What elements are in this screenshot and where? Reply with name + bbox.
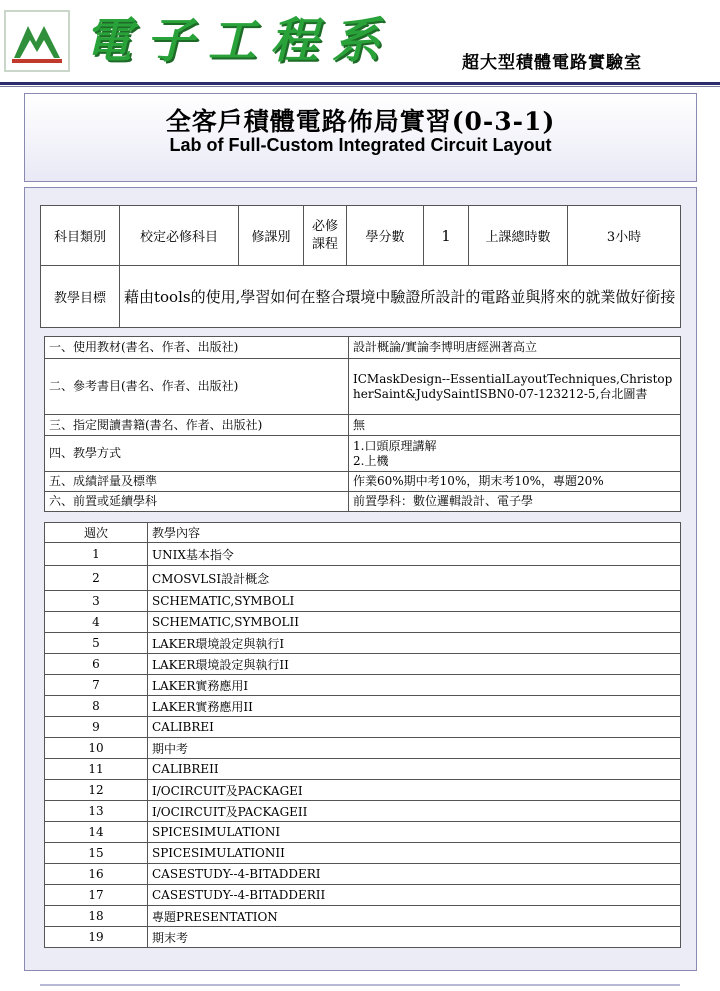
week-content: UNIX基本指令 — [148, 543, 681, 566]
schedule-row — [45, 759, 681, 780]
category-label: 科目類別 — [41, 206, 120, 266]
week-content: 期末考 — [148, 927, 681, 948]
schedule-row — [45, 612, 681, 633]
course-title: 全客戶積體電路佈局實習(0-3-1) — [165, 107, 556, 136]
school-logo — [4, 10, 70, 72]
credit-label: 學分數 — [347, 206, 424, 266]
week-number: 17 — [45, 885, 148, 906]
detail-row — [45, 492, 681, 512]
goal-value: 藉由tools的使用,學習如何在整合環境中驗證所設計的電路並與將來的就業做好銜接 — [120, 266, 681, 328]
week-number: 18 — [45, 906, 148, 927]
week-content: CALIBREI — [148, 717, 681, 738]
week-content: CMOSVLSI設計概念 — [148, 566, 681, 591]
schedule-row — [45, 717, 681, 738]
week-number: 15 — [45, 843, 148, 864]
content-column-header: 教學內容 — [148, 523, 681, 543]
type-value: 必修課程 — [304, 206, 347, 266]
week-content: 期中考 — [148, 738, 681, 759]
type-label: 修課別 — [239, 206, 304, 266]
category-value: 校定必修科目 — [120, 206, 239, 266]
detail-label: 三、指定閱讀書籍(書名、作者、出版社) — [45, 415, 349, 436]
week-content: I/OCIRCUIT及PACKAGEI — [148, 780, 681, 801]
week-number: 19 — [45, 927, 148, 948]
schedule-row — [45, 780, 681, 801]
week-content: 專題PRESENTATION — [148, 906, 681, 927]
course-details-table — [44, 336, 681, 512]
footer-rule — [40, 984, 680, 986]
schedule-row — [45, 543, 681, 566]
week-content: CASESTUDY--4-BITADDERII — [148, 885, 681, 906]
detail-value-multiline — [349, 436, 681, 472]
detail-row — [45, 472, 681, 492]
detail-value: 前置學科：數位邏輯設計、電子學 — [349, 492, 681, 512]
week-number: 6 — [45, 654, 148, 675]
hours-label: 上課總時數 — [469, 206, 568, 266]
detail-row — [45, 337, 681, 359]
logo-icon — [6, 12, 68, 70]
week-number: 5 — [45, 633, 148, 654]
week-content: CASESTUDY--4-BITADDERI — [148, 864, 681, 885]
schedule-row — [45, 696, 681, 717]
week-number: 16 — [45, 864, 148, 885]
header-rule — [0, 82, 720, 85]
week-content: LAKER實務應用II — [148, 696, 681, 717]
detail-label: 二、參考書目(書名、作者、出版社) — [45, 359, 349, 415]
week-number: 8 — [45, 696, 148, 717]
schedule-row — [45, 675, 681, 696]
detail-row — [45, 436, 681, 472]
schedule-row — [45, 654, 681, 675]
credit-value: 1 — [424, 206, 469, 266]
schedule-row — [45, 738, 681, 759]
week-content: LAKER環境設定與執行I — [148, 633, 681, 654]
week-number: 1 — [45, 543, 148, 566]
goal-label: 教學目標 — [41, 266, 120, 328]
week-number: 2 — [45, 566, 148, 591]
week-content: LAKER環境設定與執行II — [148, 654, 681, 675]
schedule-row — [45, 843, 681, 864]
schedule-row — [45, 566, 681, 591]
page-header — [0, 0, 720, 84]
detail-row — [45, 359, 681, 415]
week-number: 4 — [45, 612, 148, 633]
schedule-header-row — [45, 523, 681, 543]
course-subtitle: Lab of Full-Custom Integrated Circuit Layout — [169, 135, 552, 155]
schedule-row — [45, 885, 681, 906]
schedule-row — [45, 591, 681, 612]
week-number: 3 — [45, 591, 148, 612]
detail-label: 五、成績評量及標準 — [45, 472, 349, 492]
course-info-table — [40, 205, 681, 328]
detail-row — [45, 415, 681, 436]
schedule-row — [45, 927, 681, 948]
weekly-schedule-table — [44, 522, 681, 948]
detail-label: 六、前置或延續學科 — [45, 492, 349, 512]
week-content: I/OCIRCUIT及PACKAGEII — [148, 801, 681, 822]
detail-value: 無 — [349, 415, 681, 436]
department-name: 電子工程系 — [84, 13, 395, 69]
schedule-row — [45, 822, 681, 843]
week-content: SCHEMATIC,SYMBOLI — [148, 591, 681, 612]
week-number: 10 — [45, 738, 148, 759]
week-number: 9 — [45, 717, 148, 738]
week-number: 13 — [45, 801, 148, 822]
teaching-method-1: 1.口頭原理講解 — [353, 438, 437, 453]
schedule-row — [45, 864, 681, 885]
week-column-header: 週次 — [45, 523, 148, 543]
hours-value: 3小時 — [568, 206, 681, 266]
schedule-row — [45, 906, 681, 927]
week-content: SCHEMATIC,SYMBOLII — [148, 612, 681, 633]
week-number: 14 — [45, 822, 148, 843]
week-number: 12 — [45, 780, 148, 801]
detail-label: 四、教學方式 — [45, 436, 349, 472]
teaching-method-2: 2.上機 — [353, 453, 389, 468]
schedule-row — [45, 633, 681, 654]
week-content: LAKER實務應用I — [148, 675, 681, 696]
week-number: 7 — [45, 675, 148, 696]
course-title-panel — [24, 93, 697, 182]
week-content: CALIBREII — [148, 759, 681, 780]
detail-value: 作業60%期中考10%，期末考10%，專題20% — [349, 472, 681, 492]
header-rule-thin — [0, 86, 720, 87]
week-content: SPICESIMULATIONII — [148, 843, 681, 864]
week-content: SPICESIMULATIONI — [148, 822, 681, 843]
schedule-row — [45, 801, 681, 822]
detail-label: 一、使用教材(書名、作者、出版社) — [45, 337, 349, 359]
lab-name: 超大型積體電路實驗室 — [462, 53, 642, 73]
week-number: 11 — [45, 759, 148, 780]
detail-value: 設計概論/實論李博明唐經洲著高立 — [349, 337, 681, 359]
detail-value: ICMaskDesign--EssentialLayoutTechniques,ChristopherSaint&JudySaintISBN0-07-123212-5,台北圖書 — [349, 359, 681, 415]
